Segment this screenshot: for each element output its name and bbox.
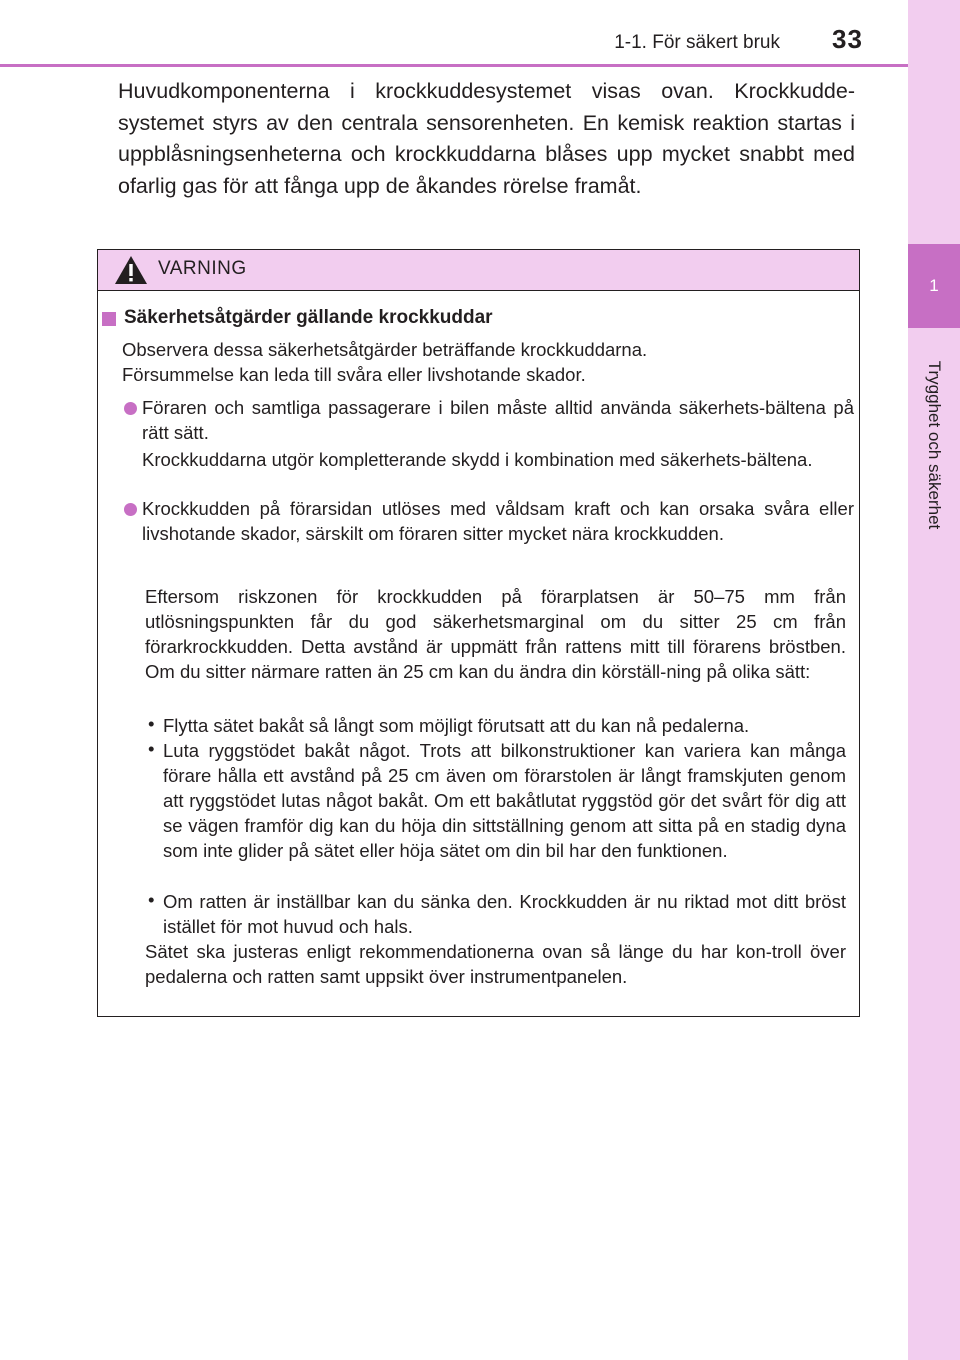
warning-triangle-icon bbox=[114, 255, 148, 285]
chapter-tab bbox=[908, 244, 960, 328]
chapter-title: Trygghet och säkerhet bbox=[925, 360, 944, 530]
item1-paragraph2: Krockkuddarna utgör kompletterande skydd i kombination med säkerhets-bältena. bbox=[142, 449, 813, 470]
bullet1-text: Flytta sätet bakåt så långt som möjligt förutsatt att du kan nå pedalerna. bbox=[163, 715, 750, 736]
warning-box bbox=[97, 249, 860, 1017]
item1-paragraph1: Föraren och samtliga passagerare i bilen måste alltid använda säkerhets-bältena på rätt sätt. bbox=[142, 397, 854, 443]
item2-paragraph2: Eftersom riskzonen för krockkudden på förarplatsen är 50–75 mm från utlösningspunkten får du god säkerhetsmarginal om du sitter 25 cm från förarkrockkudden. Detta avstånd är uppmätt från rattens mitt till förarens bröstben. Om du sitter närmare ratten än 25 cm kan du ändra din körställ-ning på olika sätt: bbox=[145, 586, 846, 682]
warning-header bbox=[98, 250, 859, 291]
bullet2-text: Luta ryggstödet bakåt något. Trots att bilkonstruktioner kan variera kan många förare hålla ett avstånd på 25 cm även om förarstolen är långt framskjuten genom att ryggstödet lutas något bakåt. Om ett bakåtlutat ryggstöd gör det svårt för dig att se vägen framför dig kan du höja din sittställning genom att sitta på en stadig dyna som inte glider på sätet eller höja sätet om din bil har den funktionen. bbox=[163, 740, 846, 861]
section-square-icon bbox=[102, 312, 116, 326]
intro-paragraph: Huvudkomponenterna i krockkuddesystemet visas ovan. Krockkudde-systemet styrs av den centrala sensorenheten. En kemisk reaktion startas i uppblåsningsenheterna och krockkuddarna blåses upp mycket snabbt med ofarlig gas för att fånga upp de åkandes rörelse framåt. bbox=[118, 79, 855, 198]
warning-label: VARNING bbox=[158, 258, 247, 279]
chapter-number: 1 bbox=[929, 276, 939, 295]
warning-intro-line2: Försummelse kan leda till svåra eller livshotande skador. bbox=[122, 364, 586, 385]
bullet-marker: • bbox=[148, 738, 155, 759]
warning-intro-line1: Observera dessa säkerhetsåtgärder beträffande krockkuddarna. bbox=[122, 339, 648, 360]
side-strip bbox=[908, 0, 960, 1360]
header-rule bbox=[0, 64, 908, 67]
bullet-marker: • bbox=[148, 889, 155, 910]
item2-paragraph1: Krockkudden på förarsidan utlöses med våldsam kraft och kan orsaka svåra eller livshotande skador, särskilt om föraren sitter mycket nära krockkudden. bbox=[142, 498, 854, 544]
warning-subtitle: Säkerhetsåtgärder gällande krockkuddar bbox=[124, 307, 493, 328]
bullet3-text: Om ratten är inställbar kan du sänka den. Krockkudden är nu riktad mot ditt bröst istället för mot huvud och hals. bbox=[163, 891, 846, 937]
page-number: 33 bbox=[832, 24, 863, 54]
bullet-marker: • bbox=[148, 713, 155, 734]
bullet-dot-icon bbox=[124, 402, 137, 415]
bullet-dot-icon bbox=[124, 503, 137, 516]
warning-closing: Sätet ska justeras enligt rekommendationerna ovan så länge du har kon-troll över pedalerna och ratten samt uppsikt över instrumentpanelen. bbox=[145, 941, 846, 987]
section-title: 1-1. För säkert bruk bbox=[614, 32, 780, 53]
